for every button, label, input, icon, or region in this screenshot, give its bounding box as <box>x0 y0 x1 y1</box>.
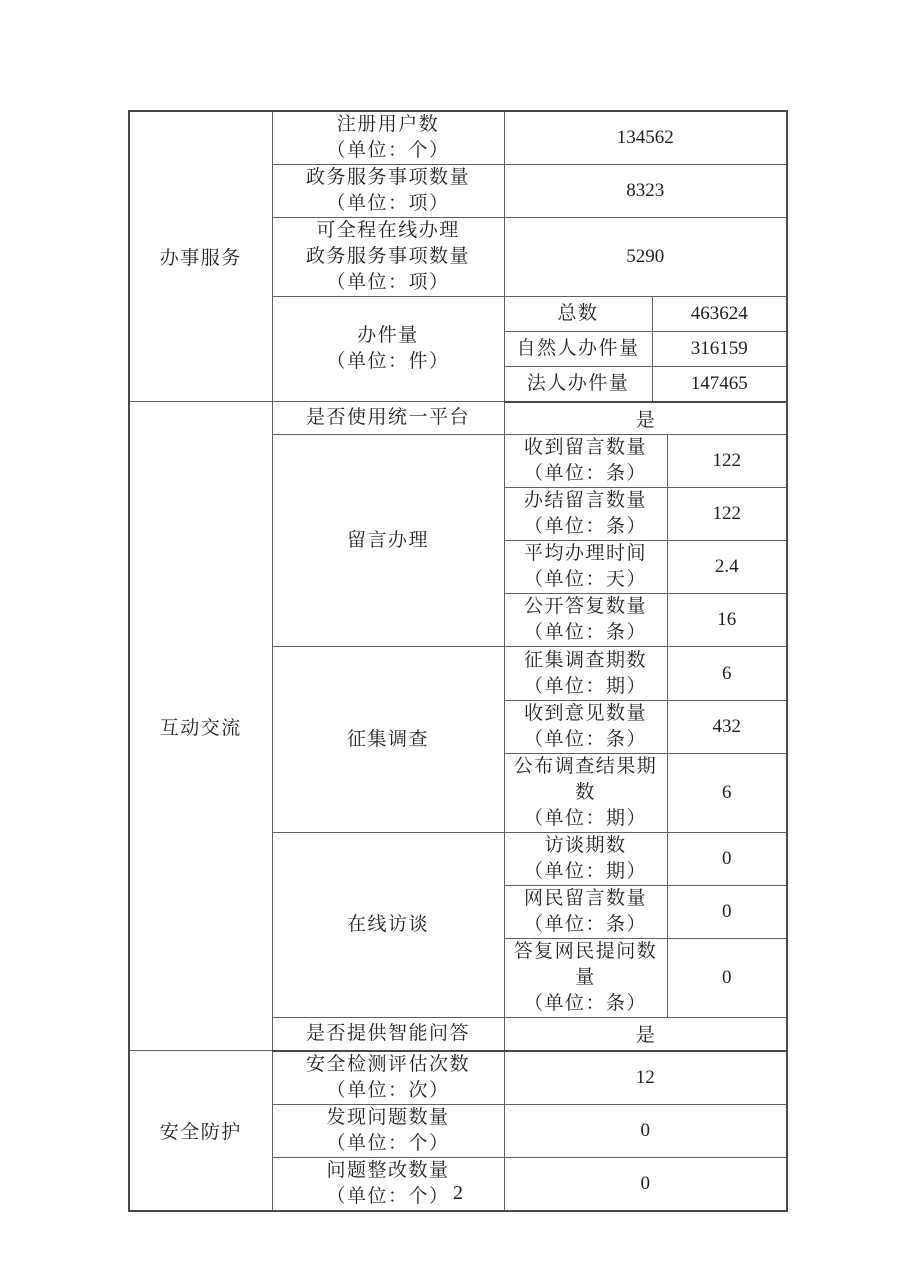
label-line: 收到留言数量 <box>523 437 647 458</box>
label-line: 可全程在线办理 <box>316 220 460 241</box>
online-items-label-cell <box>272 218 504 297</box>
cases-total-value: 463624 <box>652 297 787 332</box>
label-line: 发现问题数量 <box>326 1106 450 1128</box>
messages-avg-time-value: 2.4 <box>667 541 787 594</box>
unit-line: （单位：天） <box>523 569 647 590</box>
unit-line: （单位：条） <box>523 622 647 643</box>
surveys-opinions-label-cell <box>504 701 667 754</box>
interviews-netizen-messages-value: 0 <box>667 886 787 939</box>
surveys-group-label: 征集调查 <box>272 647 504 833</box>
unit-line: （单位：项） <box>326 272 450 293</box>
messages-completed-label-cell <box>504 488 667 541</box>
label-line: 访谈期数 <box>544 835 627 856</box>
messages-public-replies-value: 16 <box>667 594 787 647</box>
messages-public-replies-label-cell <box>504 594 667 647</box>
problems-found-value: 0 <box>504 1104 787 1157</box>
messages-avg-time-label-cell <box>504 541 667 594</box>
interviews-replies-value: 0 <box>667 939 787 1018</box>
label-line: 公布调查结果期数 <box>513 756 658 803</box>
problems-fixed-value: 0 <box>504 1157 787 1211</box>
page-number: 2 <box>453 1182 463 1204</box>
online-items-value: 5290 <box>504 218 787 297</box>
section-label-security: 安全防护 <box>129 1051 272 1211</box>
label-line: 平均办理时间 <box>523 543 647 564</box>
label-line: 注册用户数 <box>336 114 440 135</box>
cases-total-label: 总数 <box>504 297 652 332</box>
label-line: 网民留言数量 <box>523 888 647 909</box>
label-line: 政务服务事项数量 <box>305 246 470 267</box>
unit-line: （单位：次） <box>326 1079 450 1101</box>
service-items-label-cell <box>272 165 504 218</box>
surveys-opinions-value: 432 <box>667 701 787 754</box>
unified-platform-label: 是否使用统一平台 <box>272 402 504 435</box>
label-line: 办结留言数量 <box>523 490 647 511</box>
unit-line: （单位：条） <box>523 463 647 484</box>
label-line: 收到意见数量 <box>523 703 647 724</box>
label-line: 政务服务事项数量 <box>305 167 470 188</box>
unit-line: （单位：条） <box>523 516 647 537</box>
unit-line: （单位：项） <box>326 193 450 214</box>
cases-natural-value: 316159 <box>652 332 787 367</box>
messages-received-label-cell <box>504 435 667 488</box>
label-line: 安全检测评估次数 <box>305 1053 470 1075</box>
interviews-periods-value: 0 <box>667 833 787 886</box>
cases-legal-value: 147465 <box>652 367 787 402</box>
unit-line: （单位：条） <box>523 914 647 935</box>
problems-found-label-cell <box>272 1104 504 1157</box>
smart-qa-label: 是否提供智能问答 <box>272 1018 504 1051</box>
service-items-value: 8323 <box>504 165 787 218</box>
label-line: 公开答复数量 <box>523 596 647 617</box>
unified-platform-value: 是 <box>504 402 787 435</box>
unit-line: （单位：期） <box>523 808 647 829</box>
unit-line: （单位：条） <box>523 729 647 750</box>
unit-line: （单位：件） <box>326 351 450 372</box>
unit-line: （单位：条） <box>523 993 647 1014</box>
label-line: 征集调查期数 <box>523 649 647 671</box>
assessments-label-cell <box>272 1051 504 1105</box>
interviews-replies-label-cell <box>504 939 667 1018</box>
section-label-services: 办事服务 <box>129 111 272 402</box>
messages-received-value: 122 <box>667 435 787 488</box>
smart-qa-value: 是 <box>504 1018 787 1051</box>
assessments-value: 12 <box>504 1051 787 1105</box>
surveys-periods-label-cell <box>504 647 667 701</box>
interviews-netizen-messages-label-cell <box>504 886 667 939</box>
interviews-periods-label-cell <box>504 833 667 886</box>
registered-users-value: 134562 <box>504 111 787 165</box>
unit-line: （单位：个） <box>326 1132 450 1154</box>
messages-completed-value: 122 <box>667 488 787 541</box>
surveys-results-value: 6 <box>667 754 787 833</box>
cases-group-label-cell <box>272 297 504 402</box>
cases-natural-label: 自然人办件量 <box>504 332 652 367</box>
surveys-periods-value: 6 <box>667 647 787 701</box>
registered-users-label-cell <box>272 111 504 165</box>
unit-line: （单位：期） <box>523 675 647 697</box>
unit-line: （单位：个） <box>326 1185 450 1207</box>
label-line: 问题整改数量 <box>326 1159 450 1181</box>
label-line: 答复网民提问数量 <box>513 941 658 988</box>
surveys-results-label-cell <box>504 754 667 833</box>
statistics-table <box>128 110 788 1212</box>
messages-group-label: 留言办理 <box>272 435 504 647</box>
label-line: 办件量 <box>357 325 419 346</box>
interviews-group-label: 在线访谈 <box>272 833 504 1018</box>
section-label-interaction: 互动交流 <box>129 402 272 1051</box>
unit-line: （单位：期） <box>523 861 647 882</box>
unit-line: （单位：个） <box>326 140 450 161</box>
cases-legal-label: 法人办件量 <box>504 367 652 402</box>
